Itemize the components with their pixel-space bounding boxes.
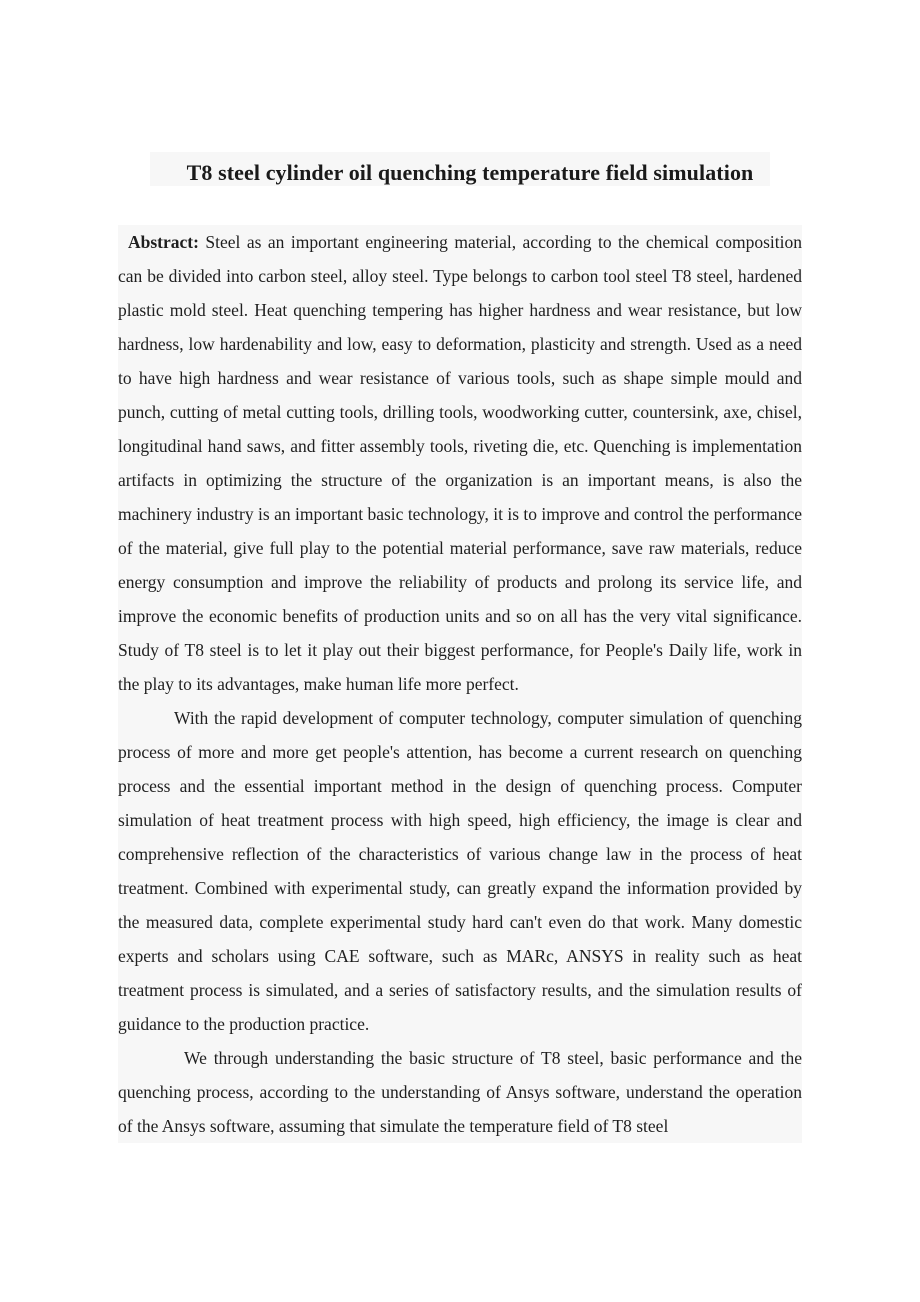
body-paragraph-2: With the rapid development of computer technology, computer simulation of quenching process of more and more get people's attention, has become a current research on quenching process and the essential important method in the design of quenching process. Computer simulation of heat treatment process with high speed, high efficiency, the image is clear and comprehensive reflection of the characteristics of various change law in the process of heat treatment. Combined with experimental study, can greatly expand the information provided by the measured data, complete experimental study hard can't even do that work. Many domestic experts and scholars using CAE software, such as MARc, ANSYS in reality such as heat treatment process is simulated, and a series of satisfactory results, and the simulation results of guidance to the production practice.: [118, 701, 802, 1041]
abstract-paragraph: [118, 225, 802, 701]
abstract-label: Abstract:: [128, 232, 199, 252]
document-body: [118, 225, 802, 1143]
document-title: T8 steel cylinder oil quenching temperature field simulation: [186, 160, 754, 185]
abstract-text: Steel as an important engineering material, according to the chemical composition can be divided into carbon steel, alloy steel. Type belongs to carbon tool steel T8 steel, hardened plastic mold steel. Heat quenching tempering has higher hardness and wear resistance, but low hardness, low hardenability and low, easy to deformation, plasticity and strength. Used as a need to have high hardness and wear resistance of various tools, such as shape simple mould and punch, cutting of metal cutting tools, drilling tools, woodworking cutter, countersink, axe, chisel, longitudinal hand saws, and fitter assembly tools, riveting die, etc. Quenching is implementation artifacts in optimizing the structure of the organization is an important means, is also the machinery industry is an important basic technology, it is to improve and control the performance of the material, give full play to the potential material performance, save raw materials, reduce energy consumption and improve the reliability of products and prolong its service life, and improve the economic benefits of production units and so on all has the very vital significance. Study of T8 steel is to let it play out their biggest performance, for People's Daily life, work in the play to its advantages, make human life more perfect.: [118, 232, 802, 694]
body-paragraph-3: We through understanding the basic structure of T8 steel, basic performance and the quenching process, according to the understanding of Ansys software, understand the operation of the Ansys software, assuming that simulate the temperature field of T8 steel: [118, 1041, 802, 1143]
